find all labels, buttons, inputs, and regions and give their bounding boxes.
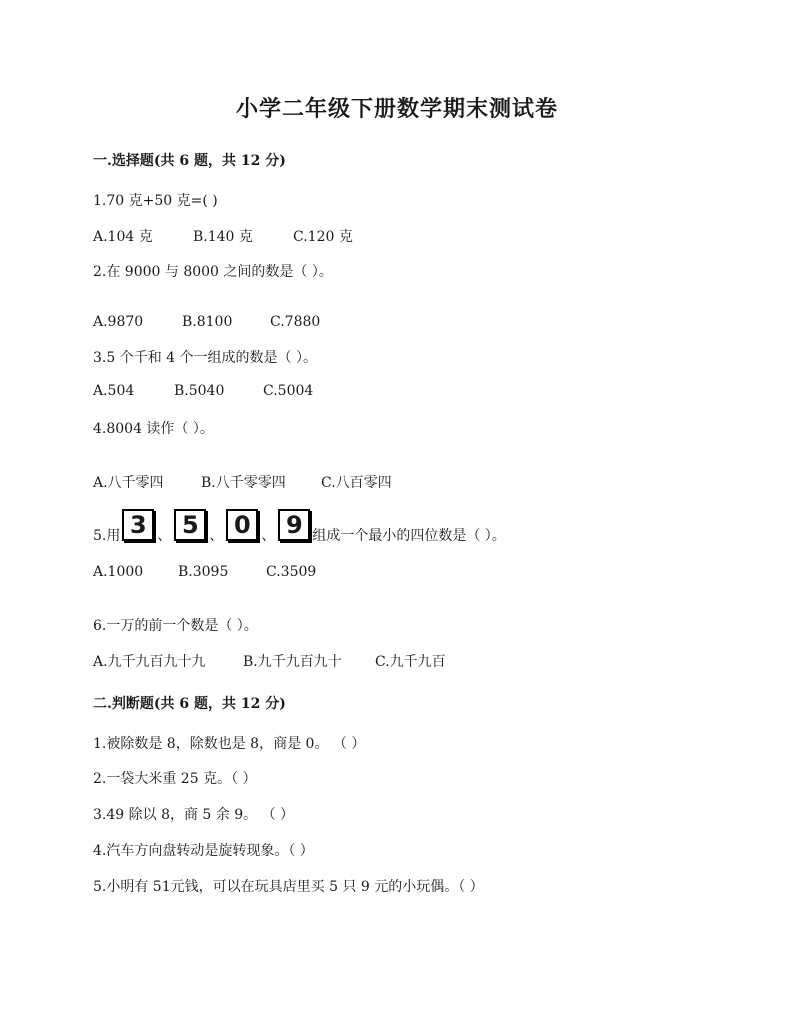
section-1-heading: 一.选择题(共 6 题，共 12 分)	[93, 153, 286, 169]
digit-card-3: 3	[122, 509, 154, 541]
q2-option-b: B.8100	[182, 314, 233, 330]
q1-option-c: C.120 克	[293, 229, 353, 245]
judge-question-2: 2.一袋大米重 25 克。（ ）	[93, 771, 257, 787]
question-4: 4.8004 读作（ ）。	[93, 421, 214, 437]
q5-separator: 、	[157, 528, 172, 544]
q3-option-c: C.5004	[263, 383, 314, 399]
q5-prefix: 5.用	[93, 528, 121, 544]
digit-card-0: 0	[226, 509, 258, 541]
q3-option-b: B.5040	[174, 383, 225, 399]
judge-question-4: 4.汽车方向盘转动是旋转现象。（ ）	[93, 843, 314, 859]
question-1: 1.70 克+50 克=( )	[93, 193, 218, 209]
q2-option-a: A.9870	[93, 314, 144, 330]
q4-option-a: A.八千零四	[93, 475, 164, 491]
q5-option-b: B.3095	[178, 564, 229, 580]
q6-option-c: C.九千九百	[375, 654, 446, 670]
digit-card-5: 5	[174, 509, 206, 541]
section-2-heading: 二.判断题(共 6 题，共 12 分)	[93, 696, 286, 712]
q5-suffix: 组成一个最小的四位数是（ ）。	[312, 528, 506, 544]
q4-option-b: B.八千零零四	[201, 475, 286, 491]
question-3: 3.5 个千和 4 个一组成的数是（ ）。	[93, 350, 317, 366]
judge-question-5: 5.小明有 51元钱，可以在玩具店里买 5 只 9 元的小玩偶。（ ）	[93, 879, 484, 895]
digit-card-9: 9	[278, 509, 310, 541]
q5-option-a: A.1000	[93, 564, 144, 580]
judge-question-1: 1.被除数是 8，除数也是 8，商是 0。 （ ）	[93, 736, 366, 752]
q4-option-c: C.八百零四	[321, 475, 392, 491]
q5-separator: 、	[261, 528, 276, 544]
q3-option-a: A.504	[93, 383, 135, 399]
q6-option-a: A.九千九百九十九	[93, 654, 206, 670]
q6-option-b: B.九千九百九十	[243, 654, 342, 670]
q5-separator: 、	[209, 528, 224, 544]
q5-option-c: C.3509	[266, 564, 317, 580]
page-title: 小学二年级下册数学期末测试卷	[235, 96, 558, 122]
q1-option-b: B.140 克	[193, 229, 253, 245]
question-6: 6.一万的前一个数是（ ）。	[93, 618, 258, 634]
q1-option-a: A.104 克	[93, 229, 153, 245]
question-5	[93, 507, 506, 547]
judge-question-3: 3.49 除以 8，商 5 余 9。 （ ）	[93, 807, 295, 823]
q2-option-c: C.7880	[270, 314, 321, 330]
question-2: 2.在 9000 与 8000 之间的数是（ ）。	[93, 264, 333, 280]
